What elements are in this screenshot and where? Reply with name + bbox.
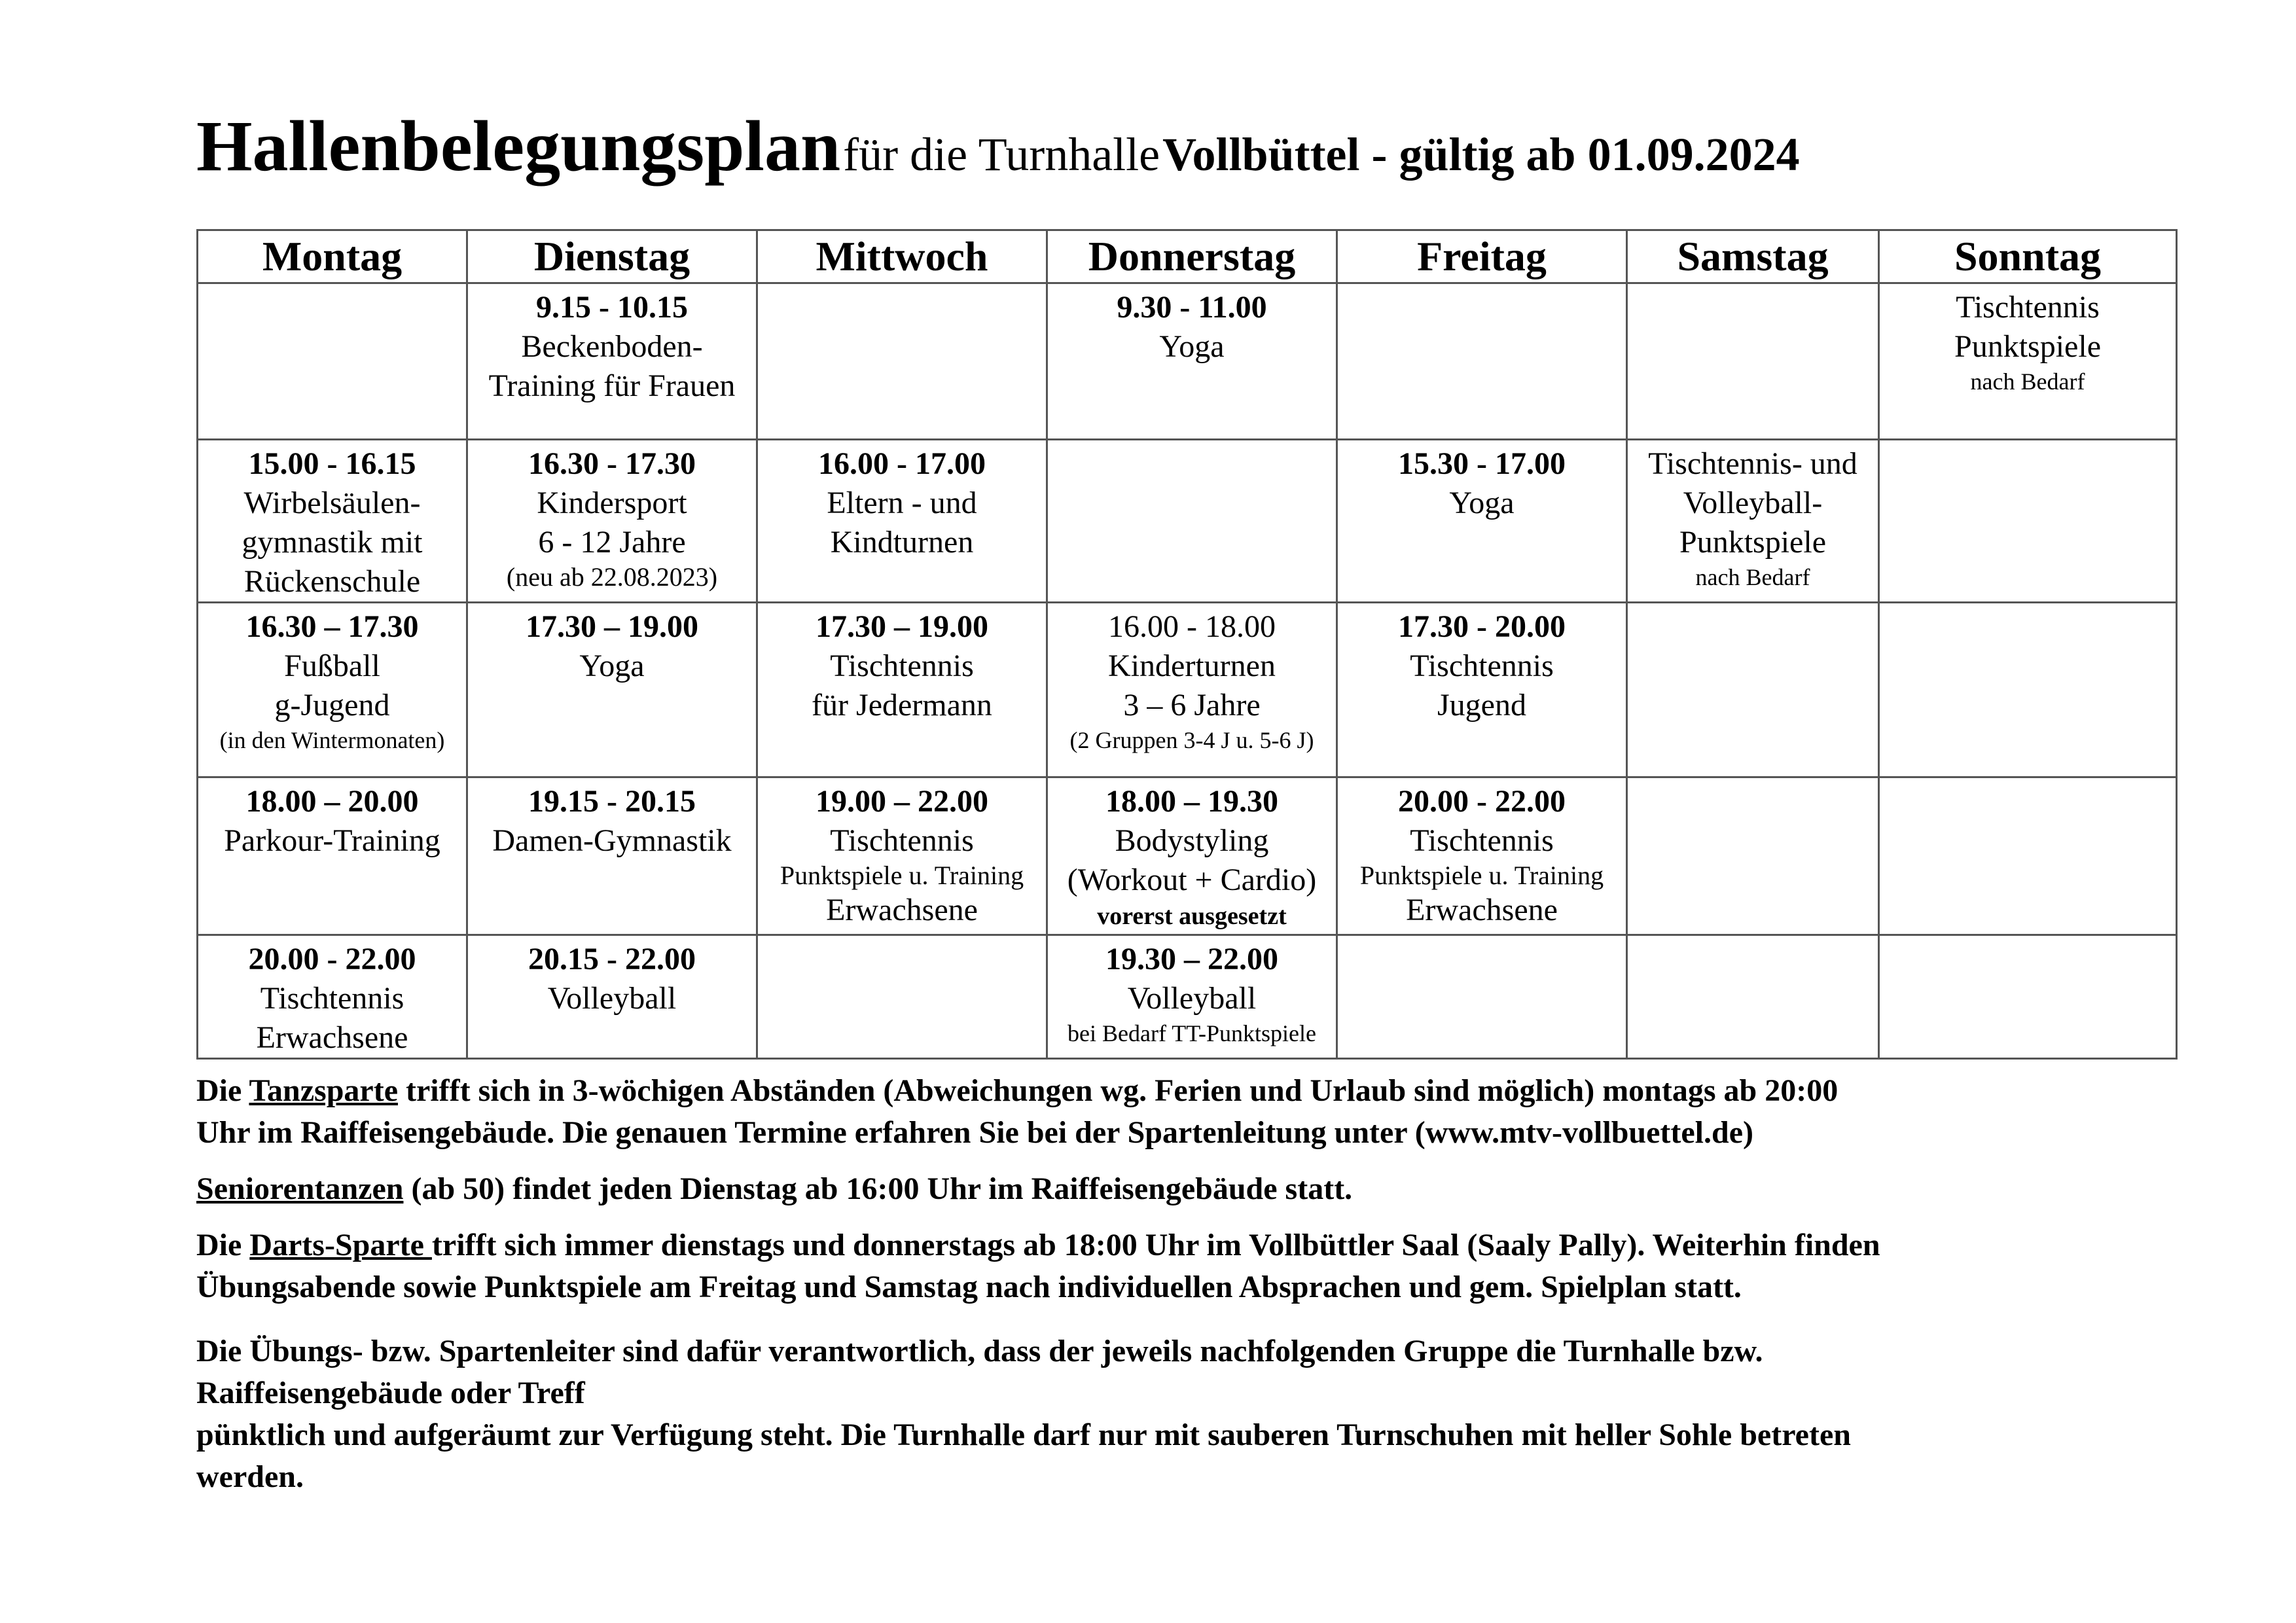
empty-cell [1879, 603, 2177, 777]
activity-text: g-Jugend [274, 688, 390, 722]
schedule-cell [1337, 440, 1627, 603]
note-text: Raiffeisengebäude oder Treff [196, 1376, 585, 1410]
time-range: 9.30 - 11.00 [1117, 290, 1267, 325]
schedule-cell [1879, 283, 2177, 440]
day-header: Mittwoch [757, 230, 1047, 283]
day-header: Montag [198, 230, 467, 283]
time-range: 19.15 - 20.15 [528, 784, 696, 819]
empty-cell [1879, 777, 2177, 935]
activity-text: Yoga [1159, 329, 1225, 364]
activity-text: gymnastik mit [242, 525, 423, 560]
time-range: 16.00 - 17.00 [818, 446, 986, 481]
note-text: Die Übungs- bzw. Spartenleiter sind dafür verantwortlich, dass der jeweils nachfolgenden Gruppe die Turnhalle bzw. [196, 1334, 1763, 1368]
activity-text: Punktspiele u. Training [1359, 861, 1604, 890]
activity-text: Kinderturnen [1108, 649, 1276, 683]
activity-text: Bodystyling [1115, 823, 1269, 858]
empty-cell [757, 283, 1047, 440]
time-range: 17.30 – 19.00 [816, 609, 988, 644]
activity-text: Erwachsene [256, 1020, 408, 1055]
page-title [196, 105, 1800, 190]
activity-text: Parkour-Training [224, 823, 440, 858]
time-range: 16.30 – 17.30 [245, 609, 419, 644]
schedule-cell [1337, 603, 1627, 777]
activity-text: Tischtennis [1956, 290, 2100, 325]
activity-text: nach Bedarf [1695, 564, 1810, 590]
darts-label: Darts-Sparte [249, 1228, 432, 1262]
title-middle: für die Turnhalle [843, 128, 1160, 181]
activity-text: vorerst ausgesetzt [1097, 902, 1287, 930]
schedule-cell [198, 777, 467, 935]
day-header: Samstag [1627, 230, 1879, 283]
activity-text: Erwachsene [826, 893, 978, 927]
schedule-cell [757, 440, 1047, 603]
activity-text: Tischtennis [830, 823, 974, 858]
time-range: 20.00 - 22.00 [1398, 784, 1566, 819]
empty-cell [198, 283, 467, 440]
schedule-row [198, 440, 2177, 603]
activity-text: Punktspiele [1679, 525, 1826, 560]
activity-text: Rückenschule [243, 564, 421, 599]
day-header-row [198, 230, 2177, 283]
note-text: Die [196, 1073, 249, 1108]
empty-cell [1627, 283, 1879, 440]
activity-text: Punktspiele [1954, 329, 2101, 364]
note-responsibility [196, 1330, 2160, 1498]
activity-text: (neu ab 22.08.2023) [506, 562, 718, 592]
note-text: (ab 50) findet jeden Dienstag ab 16:00 Uhr im Raiffeisengebäude statt. [403, 1171, 1353, 1206]
schedule-cell [1047, 777, 1337, 935]
schedule-row [198, 777, 2177, 935]
schedule-cell [1337, 777, 1627, 935]
activity-text: Fußball [284, 649, 380, 683]
day-header: Dienstag [467, 230, 757, 283]
activity-text: Yoga [1449, 486, 1515, 520]
schedule-cell [467, 935, 757, 1059]
time-range: 17.30 - 20.00 [1398, 609, 1566, 644]
empty-cell [1627, 777, 1879, 935]
time-range: 18.00 – 19.30 [1105, 784, 1278, 819]
activity-text: Volleyball- [1683, 486, 1823, 520]
activity-text: Damen-Gymnastik [492, 823, 732, 858]
activity-text: Beckenboden- [521, 329, 703, 364]
tanzsparte-label: Tanzsparte [249, 1073, 399, 1108]
activity-text: Eltern - und [827, 486, 977, 520]
schedule-row [198, 935, 2177, 1059]
activity-text: nach Bedarf [1970, 368, 2085, 395]
activity-text: Erwachsene [1406, 893, 1558, 927]
schedule-cell [198, 440, 467, 603]
time-range: 18.00 – 20.00 [245, 784, 419, 819]
empty-cell [1879, 935, 2177, 1059]
activity-text: bei Bedarf TT-Punktspiele [1067, 1020, 1316, 1046]
activity-text: 16.00 - 18.00 [1108, 609, 1276, 644]
day-header: Freitag [1337, 230, 1627, 283]
time-range: 9.15 - 10.15 [536, 290, 688, 325]
notes [196, 1070, 2160, 1512]
activity-text: Volleyball [1127, 981, 1257, 1016]
activity-text: Tischtennis [1410, 649, 1554, 683]
title-main: Hallenbelegungsplan [196, 106, 841, 186]
schedule-cell [1047, 935, 1337, 1059]
activity-text: Tischtennis- und [1648, 446, 1857, 481]
empty-cell [757, 935, 1047, 1059]
activity-text: Jugend [1437, 688, 1526, 722]
empty-cell [1879, 440, 2177, 603]
schedule-cell [467, 440, 757, 603]
empty-cell [1627, 603, 1879, 777]
time-range: 15.00 - 16.15 [248, 446, 416, 481]
activity-text: Kindturnen [830, 525, 974, 560]
schedule-row [198, 283, 2177, 440]
schedule-cell [198, 603, 467, 777]
activity-text: Tischtennis [260, 981, 404, 1016]
schedule-cell [757, 603, 1047, 777]
title-place-date: Vollbüttel - gültig ab 01.09.2024 [1162, 128, 1800, 181]
schedule-cell [198, 935, 467, 1059]
day-header: Donnerstag [1047, 230, 1337, 283]
schedule-cell [467, 777, 757, 935]
note-text: trifft sich immer dienstags und donnerstags ab 18:00 Uhr im Vollbüttler Saal (Saaly Pally). Weiterhin finden [431, 1228, 1880, 1262]
schedule-row [198, 603, 2177, 777]
schedule-table [196, 229, 2178, 1060]
activity-text: Volleyball [547, 981, 677, 1016]
note-darts [196, 1224, 2160, 1308]
activity-text: Kindersport [537, 486, 687, 520]
schedule-cell [1047, 603, 1337, 777]
time-range: 19.00 – 22.00 [816, 784, 988, 819]
activity-text: Punktspiele u. Training [780, 861, 1024, 890]
activity-text: Tischtennis [1410, 823, 1554, 858]
empty-cell [1337, 283, 1627, 440]
time-range: 19.30 – 22.00 [1105, 942, 1278, 976]
empty-cell [1337, 935, 1627, 1059]
schedule-cell [757, 777, 1047, 935]
time-range: 20.15 - 22.00 [528, 942, 696, 976]
note-text: pünktlich und aufgeräumt zur Verfügung steht. Die Turnhalle darf nur mit sauberen Turnschuhen mit heller Sohle betreten [196, 1418, 1851, 1452]
empty-cell [1047, 440, 1337, 603]
schedule-cell [467, 603, 757, 777]
note-tanzsparte [196, 1070, 2160, 1154]
schedule-cell [467, 283, 757, 440]
seniorentanzen-label: Seniorentanzen [196, 1171, 404, 1206]
activity-text: Wirbelsäulen- [243, 486, 421, 520]
note-text: werden. [196, 1459, 304, 1494]
activity-text: für Jedermann [812, 688, 992, 722]
activity-text: (in den Wintermonaten) [219, 727, 445, 753]
day-header: Sonntag [1879, 230, 2177, 283]
schedule-cell [1627, 440, 1879, 603]
activity-text: Yoga [579, 649, 645, 683]
empty-cell [1627, 935, 1879, 1059]
activity-text: (Workout + Cardio) [1067, 863, 1317, 897]
note-text: Übungsabende sowie Punktspiele am Freitag und Samstag nach individuellen Absprachen und gem. Spielplan statt. [196, 1270, 1742, 1304]
time-range: 17.30 – 19.00 [526, 609, 698, 644]
activity-text: Tischtennis [830, 649, 974, 683]
note-text: trifft sich in 3-wöchigen Abständen (Abweichungen wg. Ferien und Urlaub sind möglich) montags ab 20:00 [398, 1073, 1839, 1108]
time-range: 16.30 - 17.30 [528, 446, 696, 481]
activity-text: (2 Gruppen 3-4 J u. 5-6 J) [1069, 727, 1314, 753]
activity-text: 6 - 12 Jahre [538, 525, 686, 560]
activity-text: 3 – 6 Jahre [1123, 688, 1261, 722]
note-text: Uhr im Raiffeisengebäude. Die genauen Termine erfahren Sie bei der Spartenleitung unter (www.mtv-vollbuettel.de) [196, 1115, 1753, 1150]
time-range: 15.30 - 17.00 [1398, 446, 1566, 481]
note-text: Die [196, 1228, 250, 1262]
time-range: 20.00 - 22.00 [248, 942, 416, 976]
note-seniorentanzen [196, 1168, 2160, 1210]
schedule-cell [1047, 283, 1337, 440]
activity-text: Training für Frauen [488, 368, 736, 403]
